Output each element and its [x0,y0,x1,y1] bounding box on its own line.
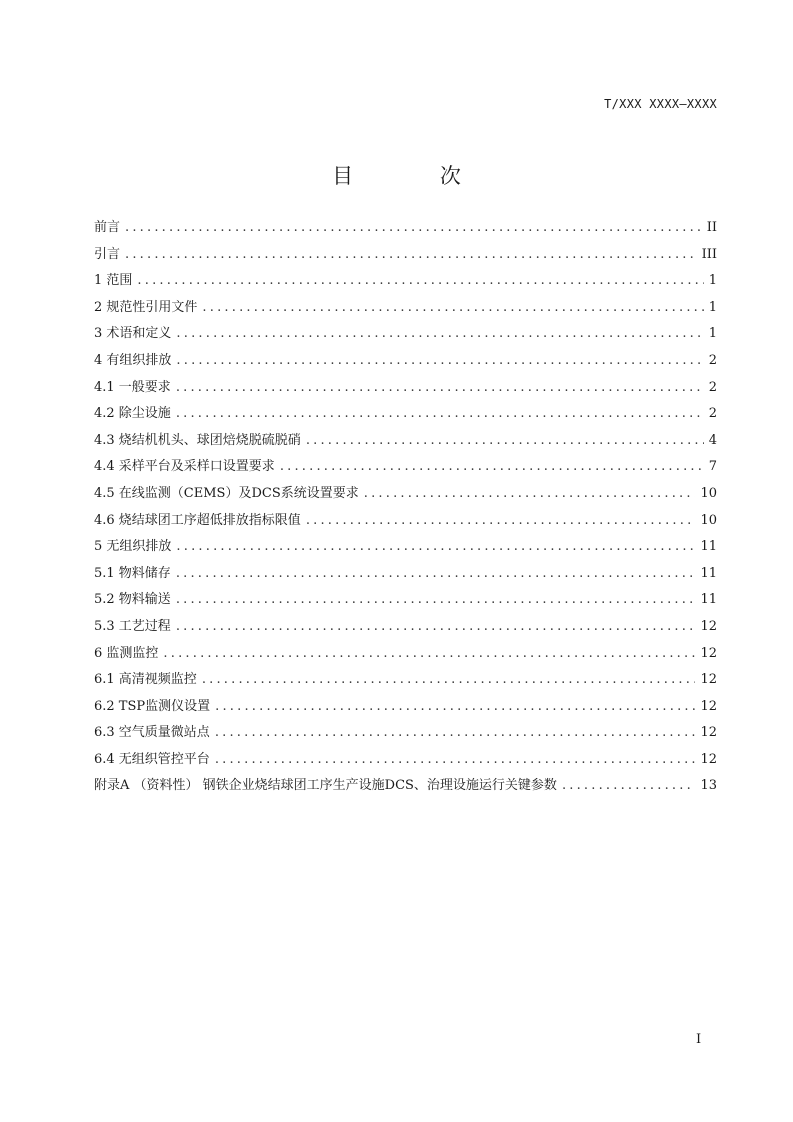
toc-dot-leader [176,566,696,581]
toc-dot-leader [562,778,696,793]
toc-entry-page: 10 [700,512,717,528]
toc-dot-leader [364,486,696,501]
toc-entry-page: 7 [708,459,717,475]
toc-entry[interactable] [94,455,717,482]
toc-entry[interactable] [94,748,717,775]
toc-dot-leader [306,513,696,528]
toc-entry-label: 附录A （资料性） 钢铁企业烧结球团工序生产设施DCS、治理设施运行关键参数 [94,778,557,794]
toc-dot-leader [215,699,695,714]
toc-entry[interactable] [94,269,717,296]
toc-entry-label: 5 无组织排放 [94,539,172,555]
toc-entry-label: 4.5 在线监测（CEMS）及DCS系统设置要求 [94,485,359,501]
toc-entry-label: 6.3 空气质量微站点 [94,725,210,741]
toc-entry-label: 6.2 TSP监测仪设置 [94,698,211,714]
toc-entry[interactable] [94,535,717,562]
toc-entry-label: 4.4 采样平台及采样口设置要求 [94,459,275,475]
toc-dot-leader [176,326,703,341]
toc-entry-page: 2 [708,379,717,395]
toc-entry[interactable] [94,695,717,722]
toc-entry-label: 2 规范性引用文件 [94,299,198,315]
toc-entry-label: 4.1 一般要求 [94,379,171,395]
toc-entry-page: 4 [708,432,717,448]
toc-entry-page: 12 [700,698,717,714]
toc-entry[interactable] [94,562,717,589]
toc-entry-page: 11 [700,539,717,555]
toc-entry-page: 11 [700,565,717,581]
toc-dot-leader [176,380,704,395]
toc-entry[interactable] [94,509,717,536]
toc-entry-label: 5.2 物料输送 [94,592,171,608]
toc-entry-label: 6.1 高清视频监控 [94,672,197,688]
toc-entry[interactable] [94,482,717,509]
toc-entry[interactable] [94,243,717,270]
toc-entry-label: 4.2 除尘设施 [94,406,171,422]
toc-entry[interactable] [94,376,717,403]
toc-dot-leader [176,539,695,554]
toc-entry-page: 2 [708,406,717,422]
page-number: I [696,1032,702,1047]
toc-entry-page: II [706,220,717,235]
toc-entry[interactable] [94,349,717,376]
toc-entry-page: III [701,246,717,262]
toc-list [94,216,717,801]
toc-entry-label: 引言 [94,246,121,262]
toc-entry-page: 1 [708,326,717,342]
toc-entry-page: 10 [700,485,717,501]
toc-entry-page: 1 [708,273,717,289]
toc-dot-leader [215,752,696,767]
toc-entry-label: 5.1 物料储存 [94,565,171,581]
toc-entry[interactable] [94,322,717,349]
toc-entry[interactable] [94,774,717,801]
toc-entry[interactable] [94,721,717,748]
toc-dot-leader [202,672,696,687]
toc-entry-page: 12 [700,618,717,634]
toc-entry-label: 4.6 烧结球团工序超低排放指标限值 [94,512,301,528]
toc-entry-page: 12 [700,645,717,661]
toc-dot-leader [306,433,704,448]
toc-entry-page: 2 [708,352,717,368]
toc-dot-leader [202,300,703,315]
toc-dot-leader [137,273,703,288]
toc-entry-page: 12 [700,672,717,688]
toc-entry-label: 4 有组织排放 [94,352,172,368]
toc-entry-label: 4.3 烧结机机头、球团焙烧脱硫脱硝 [94,432,301,448]
toc-entry-label: 5.3 工艺过程 [94,618,171,634]
toc-entry[interactable] [94,429,717,456]
toc-entry[interactable] [94,296,717,323]
toc-entry[interactable] [94,668,717,695]
toc-entry[interactable] [94,642,717,669]
toc-dot-leader [176,406,704,421]
toc-dot-leader [215,725,696,740]
toc-entry-page: 12 [700,751,717,767]
toc-entry[interactable] [94,216,717,243]
toc-dot-leader [125,220,702,235]
toc-entry-page: 1 [708,299,717,315]
toc-entry-page: 13 [700,778,717,794]
toc-entry[interactable] [94,615,717,642]
toc-dot-leader [163,646,695,661]
document-code: T/XXX XXXX—XXXX [604,97,717,111]
toc-dot-leader [176,619,696,634]
toc-entry-label: 3 术语和定义 [94,326,172,342]
toc-dot-leader [125,247,697,262]
toc-dot-leader [280,459,704,474]
toc-entry-label: 6 监测监控 [94,645,159,661]
toc-dot-leader [176,592,696,607]
toc-entry[interactable] [94,402,717,429]
toc-title: 目 次 [332,164,501,188]
toc-dot-leader [176,353,703,368]
toc-entry-label: 1 范围 [94,273,133,289]
toc-entry-label: 6.4 无组织管控平台 [94,751,210,767]
toc-entry-label: 前言 [94,220,121,235]
toc-entry[interactable] [94,588,717,615]
toc-entry-page: 11 [700,592,717,608]
toc-entry-page: 12 [700,725,717,741]
